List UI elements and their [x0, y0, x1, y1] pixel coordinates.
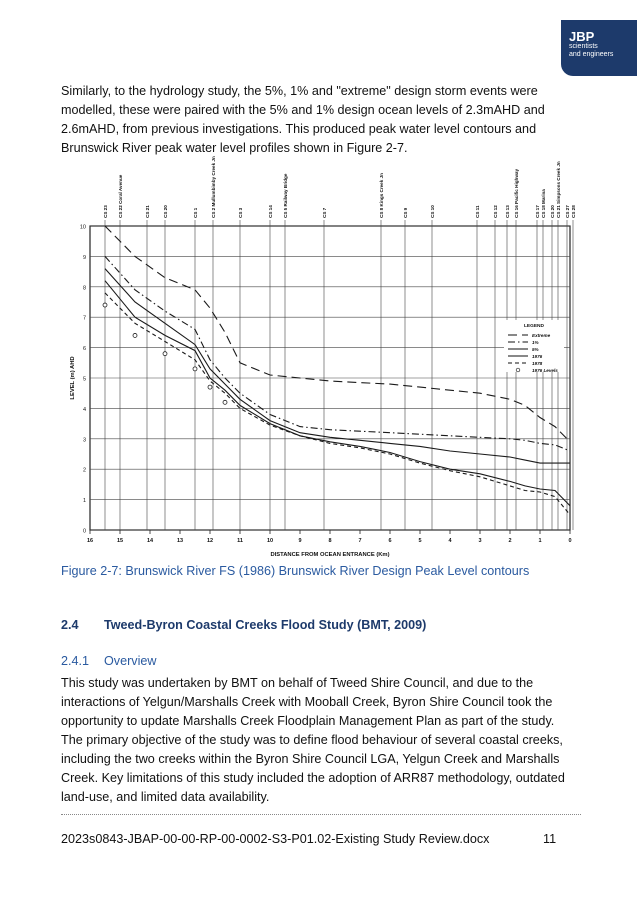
- x-tick-label: 1: [538, 538, 542, 544]
- series-marker: [208, 385, 212, 389]
- y-tick-label: 3: [82, 437, 86, 444]
- cross-section-label: CS 18 Marina: [541, 189, 546, 218]
- y-tick-label: 4: [82, 406, 86, 413]
- logo-tagline-2: and engineers: [569, 51, 614, 58]
- section-heading: [61, 618, 426, 632]
- subsection-number: 2.4.1: [61, 654, 90, 668]
- legend-label: 1976 Levels: [532, 367, 558, 373]
- section-title: Tweed-Byron Coastal Creeks Flood Study (BMT, 2009): [104, 618, 427, 632]
- cross-section-label: CS 5 Railway Bridge: [283, 173, 288, 218]
- x-tick-label: 2: [508, 538, 512, 544]
- intro-paragraph: Similarly, to the hydrology study, the 5%, 1% and "extreme" design storm events were modelled, these were paired with the 5% and 1% design ocean levels of 2.3mAHD and 2.6mAHD, from previous investigations. This produced peak water level contours and Brunswick River peak water level profiles shown in Figure 2-7.: [61, 84, 545, 155]
- cross-section-label: CS 8 Kings Creek Jn: [379, 173, 384, 218]
- legend-marker: [516, 368, 520, 372]
- section-number: 2.4: [61, 618, 79, 632]
- legend-label: 1976: [532, 353, 543, 359]
- cross-section-label: CS 3: [238, 207, 243, 218]
- x-tick-label: 7: [358, 538, 362, 544]
- legend-label: Extreme: [532, 332, 551, 338]
- cross-section-label: CS 12: [493, 205, 498, 218]
- x-tick-label: 8: [328, 538, 332, 544]
- series-marker: [163, 352, 167, 356]
- y-tick-label: 8: [82, 285, 86, 292]
- series-line: [105, 269, 570, 464]
- series-marker: [223, 400, 227, 404]
- cross-section-label: CS 1: [193, 207, 198, 218]
- cross-section-label: CS 17: [535, 205, 540, 218]
- y-tick-label: 9: [82, 254, 86, 261]
- body-paragraph-1: This study was undertaken by BMT on behalf of Tweed Shire Council, and due to the interactions of Yelgun/Marshalls Creek with Mooball Creek, Byron Shire Council took the opportunity to update Marshalls Creek Floodplain Management Plan as part of the study.: [61, 676, 555, 728]
- cross-section-label: CS 10: [430, 205, 435, 218]
- x-tick-label: 5: [418, 538, 422, 544]
- series-line: [105, 226, 570, 442]
- legend-label: 5%: [532, 346, 539, 352]
- cross-section-label: CS 20: [163, 205, 168, 218]
- cross-section-label: CS 11: [475, 205, 480, 218]
- x-tick-label: 15: [116, 538, 124, 544]
- series-line: [105, 256, 570, 451]
- y-tick-label: 7: [82, 315, 86, 322]
- cross-section-label: CS 21: [145, 205, 150, 218]
- series-line: [105, 293, 570, 515]
- x-tick-label: 9: [298, 538, 302, 544]
- cross-section-label: CS 27: [565, 205, 570, 218]
- chart-svg: [64, 150, 584, 560]
- cross-section-label: CS 14: [268, 205, 273, 218]
- series-line: [105, 281, 570, 506]
- cross-section-label: CS 2 Mullumbimby Creek Jn: [211, 156, 216, 218]
- subsection-heading: [61, 654, 156, 668]
- cross-section-label: CS 9: [403, 207, 408, 218]
- x-tick-label: 13: [176, 538, 184, 544]
- body-paragraph-2: The primary objective of the study was to define flood behaviour of several coastal creeks, including the two creeks within the Byron Shire Council LGA, Yelgun Creek and Marshalls Creek. Key limitations of this study included the adoption of ARR87 methodology, outdated land-use, and limited data availability.: [61, 733, 565, 804]
- y-tick-label: 1: [82, 498, 86, 505]
- y-tick-label: 2: [82, 467, 86, 474]
- x-tick-label: 4: [448, 538, 452, 544]
- logo-tagline-1: scientists: [569, 43, 598, 50]
- y-tick-label: 6: [82, 346, 86, 353]
- x-tick-label: 12: [206, 538, 214, 544]
- cross-section-label: CS 13: [505, 205, 510, 218]
- x-tick-label: 14: [146, 538, 154, 544]
- page-number: 11: [543, 832, 557, 846]
- cross-section-label: CS 21 Simpsons Creek Jn: [556, 161, 561, 218]
- cross-section-label: CS 16 Pacific Highway: [514, 168, 519, 218]
- figure-2-7-chart: [64, 150, 584, 560]
- x-tick-label: 3: [478, 538, 482, 544]
- y-tick-label: 10: [79, 224, 86, 231]
- y-tick-label: 0: [82, 528, 86, 535]
- cross-section-label: CS 22 Coral Avenue: [118, 174, 123, 218]
- series-marker: [193, 367, 197, 371]
- cross-section-label: CS 20: [550, 205, 555, 218]
- legend-label: 1%: [532, 339, 539, 345]
- x-tick-label: 16: [86, 538, 94, 544]
- y-axis-label: LEVEL (m) AHD: [70, 356, 76, 400]
- footer-filename: 2023s0843-JBAP-00-00-RP-00-0002-S3-P01.02-Existing Study Review.docx: [61, 832, 490, 846]
- subsection-title: Overview: [104, 654, 157, 668]
- series-marker: [133, 333, 137, 337]
- x-tick-label: 0: [568, 538, 572, 544]
- x-tick-label: 10: [266, 538, 274, 544]
- legend-label: 1978: [532, 360, 543, 366]
- company-logo: [561, 20, 637, 76]
- x-axis-label: DISTANCE FROM OCEAN ENTRANCE (Km): [270, 552, 390, 558]
- x-tick-label: 6: [388, 538, 392, 544]
- footer-divider: [61, 814, 581, 815]
- logo-brand: JBP: [569, 29, 595, 44]
- y-tick-label: 5: [82, 376, 86, 383]
- cross-section-label: CS 7: [322, 207, 327, 218]
- legend-title: LEGEND: [524, 324, 544, 329]
- series-marker: [103, 303, 107, 307]
- cross-section-label: CS 28: [571, 205, 576, 218]
- cross-section-label: CS 23: [103, 205, 108, 218]
- figure-caption: Figure 2-7: Brunswick River FS (1986) Brunswick River Design Peak Level contours: [61, 564, 530, 578]
- x-tick-label: 11: [237, 538, 243, 544]
